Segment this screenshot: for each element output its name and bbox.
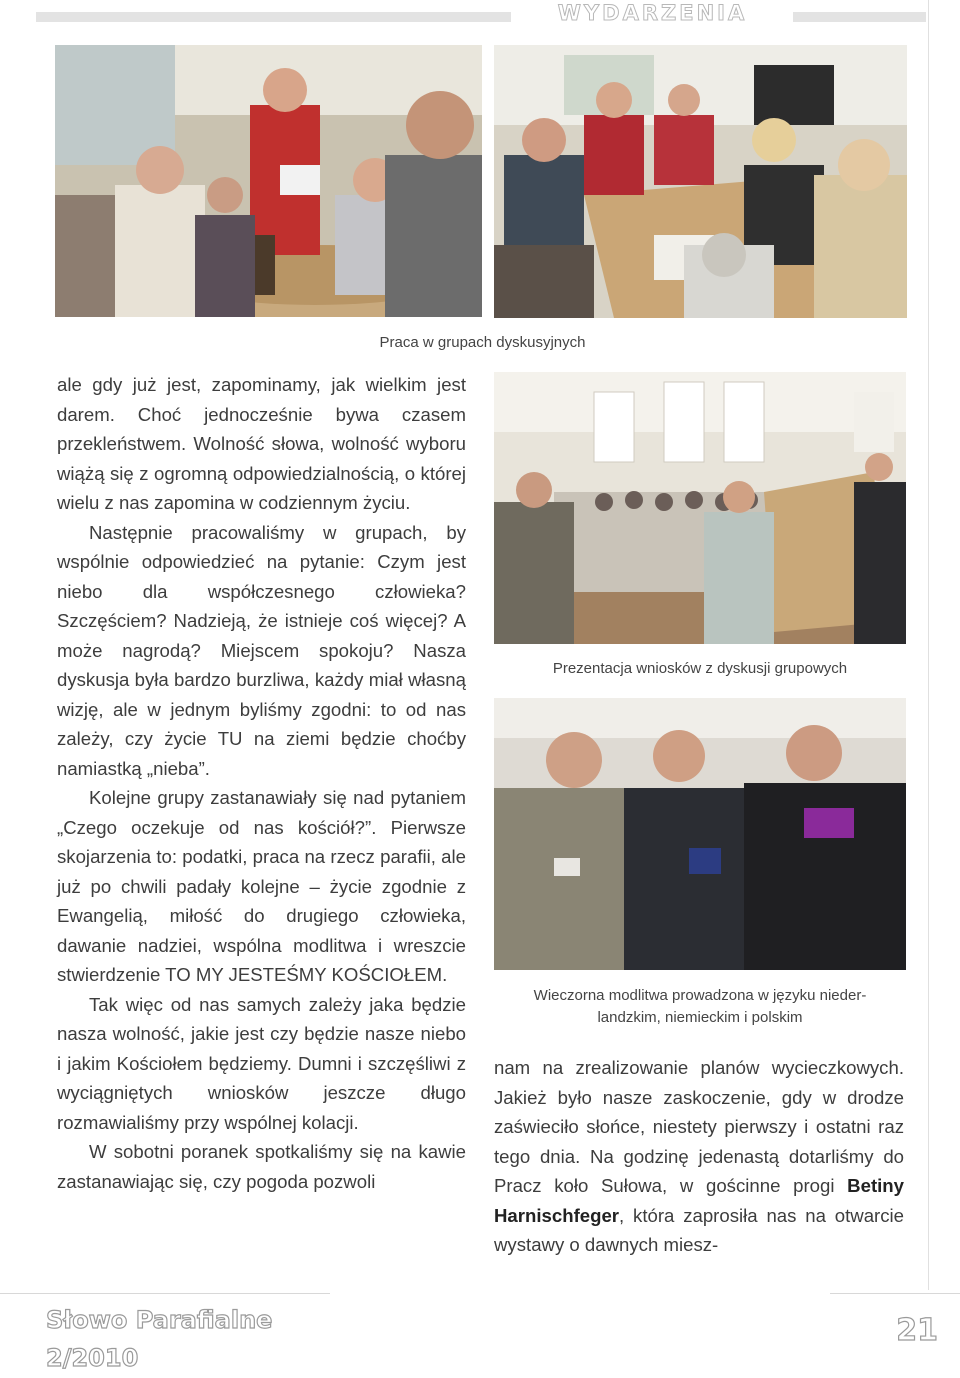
photo-evening-prayer	[494, 698, 906, 970]
paragraph-3: Kolejne grupy zastanawiały się nad pytaniem „Czego oczekuje od nas kościół?”. Pierwsze skojarzenia to: podatki, praca na rzecz parafii, ale już po chwili padały kolejne – życie zgodnie z Ewangelią, miłość do drugiego człowieka, dawanie nadziei, wspólna modlitwa i wreszcie stwierdzenie TO MY JESTEŚMY KOŚCIOŁEM.	[57, 787, 466, 985]
header-rule-left	[36, 12, 511, 22]
section-title: WYDARZENIA	[557, 1, 748, 25]
right-text-column	[494, 1053, 904, 1260]
right-text-a: nam na zrealizowanie planów wycieczkowych. Jakież było nasze zaskoczenie, gdy w drodze zaświeciło słońce, niestety pierwszy i ostatni raz tego dnia. Na godzinę jedenastą dotarliśmy do Pracz koło Sułowa, w gościnne progi	[494, 1057, 904, 1196]
paragraph-4: Tak więc od nas samych zależy jaka będzie nasza wolność, jakie jest czy będzie nasze niebo i jakim Kościołem będziemy. Dumni i szczęśliwi z wyciągniętych wniosków jeszcze długo rozmawialiśmy przy wspólnej kolacji.	[57, 993, 466, 1133]
caption-group-discussion: Praca w grupach dyskusyjnych	[379, 334, 586, 351]
caption-prayer-line-1: Wieczorna modlitwa prowadzona w języku nieder-	[533, 987, 867, 1004]
footer-rule-left	[0, 1293, 330, 1294]
page-number: 21	[896, 1313, 938, 1348]
photo-group-discussion-2	[494, 45, 907, 318]
paragraph-5: W sobotni poranek spotkaliśmy się na kawie zastanawiając się, czy pogoda pozwoli	[57, 1141, 466, 1192]
paragraph-2: Następnie pracowaliśmy w grupach, by wspólnie odpowiedzieć na pytanie: Czym jest niebo dla współczesnego człowieka? Szczęściem? Nadzieją, że istnieje coś więcej? A może nagrodą? Miejscem spokoju? Nasza dyskusja była bardzo burzliwa, każdy miał własną wizję, ale w jednym byliśmy zgodni: to od nas zależy, czy życie TU na ziemi będzie choćby namiastką „nieba”.	[57, 521, 466, 779]
host-name: Betiny Harnischfeger	[494, 1175, 904, 1226]
caption-presentation: Prezentacja wniosków z dyskusji grupowych	[552, 660, 848, 677]
footer-rule-right	[830, 1293, 960, 1294]
caption-prayer	[494, 985, 906, 1029]
paragraph-1: ale gdy już jest, zapominamy, jak wielkim jest darem. Choć jednocześnie bywa czasem przekleństwem. Wolność słowa, wolność wyboru wiążą się z ogromną odpowiedzialnością, o której wielu z nas zapomina w codziennym życiu.	[57, 374, 466, 513]
side-rule	[928, 0, 929, 1290]
issue-number: 2/2010	[46, 1344, 139, 1372]
right-text-b: , która zaprosiła nas na otwarcie wystawy o dawnych miesz-	[494, 1204, 904, 1255]
header-rule-right	[793, 12, 926, 22]
photo-presentation	[494, 372, 906, 644]
magazine-title: Słowo Parafialne	[46, 1306, 273, 1334]
caption-prayer-line-2: landzkim, niemieckim i polskim	[597, 1009, 803, 1026]
right-paragraph	[494, 1053, 904, 1260]
left-text-column	[57, 370, 466, 1196]
photo-group-discussion-1	[55, 45, 482, 317]
